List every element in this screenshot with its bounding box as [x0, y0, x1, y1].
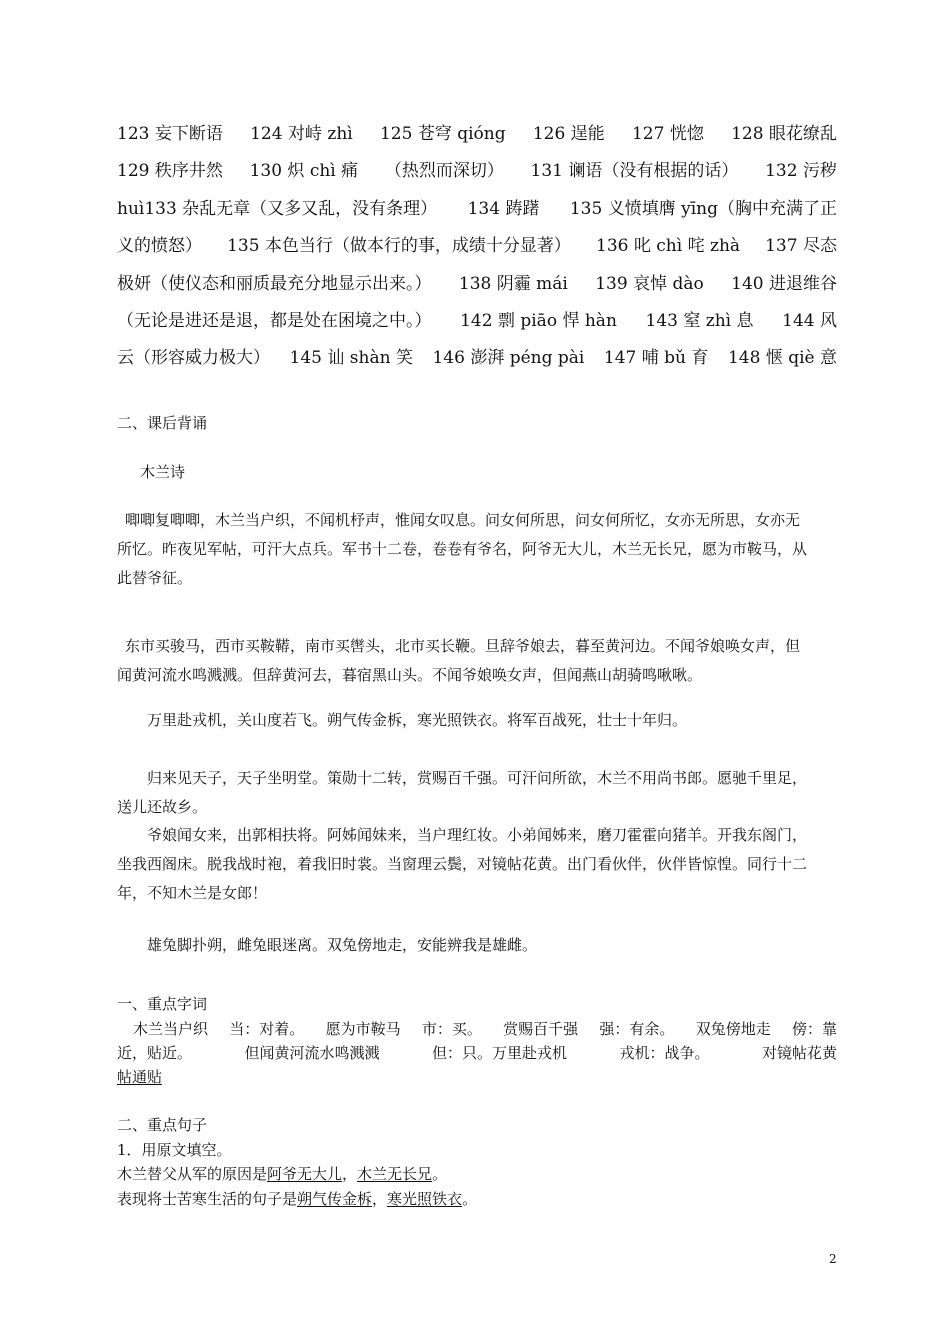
poem-line: [117, 879, 837, 908]
vocab-line: [117, 266, 837, 303]
q1-line1-sep: ，: [342, 1165, 358, 1183]
q1-line2-answer-1: 朔气传金柝: [297, 1190, 373, 1208]
question-1-label: 1．用原文填空。: [117, 1141, 232, 1159]
poem-line: [117, 793, 837, 822]
poem-paragraph: [117, 632, 837, 690]
words-entry: 但闻黄河流水鸣溅溅: [244, 1044, 380, 1062]
poem-paragraph: [117, 706, 837, 735]
question-1-line-1: [117, 1163, 447, 1184]
vocab-line: [117, 116, 837, 153]
poem-line-text: 万里赴戎机，关山度若飞。朔气传金柝，寒光照铁衣。将军百战死，壮士十年归。: [147, 711, 688, 729]
vocab-entry: 143 窒 zhì 息: [645, 310, 754, 331]
vocab-entry: 云（形容威力极大）: [117, 348, 270, 369]
poem-line-text: 归来见天子，天子坐明堂。策勋十二转，赏赐百千强。可汗问所欲，木兰不用尚书郎。愿驰千里足，: [147, 769, 808, 787]
vocab-line: [117, 153, 837, 190]
vocab-entry: 144 风: [782, 310, 837, 331]
q1-line2-answer-2: 寒光照铁衣: [387, 1190, 463, 1208]
section-heading-words: 一、重点字词: [117, 995, 208, 1013]
section-heading-sentences: 二、重点句子: [117, 1116, 208, 1134]
vocab-list: [117, 116, 837, 378]
vocab-entry: 125 苍穹 qióng: [379, 124, 506, 144]
vocab-entry: 135 本色当行（做本行的事，成绩十分显著）: [227, 236, 571, 257]
vocab-line: [117, 303, 837, 340]
vocab-entry: 123 妄下断语: [117, 124, 223, 144]
words-entry: 帖通贴: [117, 1068, 163, 1086]
vocab-entry: 140 进退维谷: [731, 273, 837, 294]
vocab-entry: 148 惬 qiè 意: [727, 348, 837, 369]
q1-line2-sep: ，: [372, 1190, 388, 1208]
vocab-entry: 极妍（使仪态和丽质最充分地显示出来。）: [117, 273, 432, 294]
words-entry: 市：买。: [421, 1020, 482, 1038]
q1-line1-prefix: 木兰替父从军的原因是: [117, 1165, 268, 1183]
vocab-line: [117, 191, 837, 228]
poem-line: [117, 931, 837, 960]
vocab-entry: 126 逞能: [532, 124, 605, 144]
words-entry: 近，贴近。: [117, 1044, 193, 1062]
page-number: 2: [829, 1252, 837, 1266]
poem-paragraph: [117, 931, 837, 960]
words-entry: 戎机：战争。: [619, 1044, 710, 1062]
poem-line: [117, 632, 837, 661]
vocab-entry: 134 踌躇: [467, 198, 540, 219]
vocab-entry: 义的愤怒）: [117, 236, 202, 257]
vocab-entry: 124 对峙 zhì: [250, 124, 353, 144]
vocab-entry: 127 恍惚: [631, 124, 704, 144]
poem-line-text: 东市买骏马，西市买鞍鞯，南市买辔头，北市买长鞭。旦辞爷娘去，暮至黄河边。不闻爷娘唤女声，但: [125, 637, 801, 655]
poem-line: [117, 564, 837, 593]
poem-line: [117, 506, 837, 535]
vocab-line: [117, 228, 837, 265]
words-entry: 傍：靠: [791, 1020, 837, 1038]
words-entry: 双兔傍地走: [695, 1020, 771, 1038]
vocab-entry: 139 哀悼 dào: [595, 273, 704, 294]
poem-line-text: 年，不知木兰是女郎！: [117, 884, 268, 902]
vocab-entry: 145 讪 shàn 笑: [289, 348, 413, 369]
vocab-entry: 128 眼花缭乱: [731, 124, 837, 144]
vocab-entry: 147 哺 bǔ 育: [603, 348, 709, 369]
vocab-entry: 135 义愤填膺 yīng（胸中充满了正: [569, 198, 837, 219]
poem-line: [117, 706, 837, 735]
words-line: [117, 1065, 837, 1089]
poem-line: [117, 821, 837, 850]
words-entry: 但：只。万里赴戎机: [431, 1044, 567, 1062]
vocab-entry: huì133 杂乱无章（又多又乱，没有条理）: [117, 198, 438, 219]
section-heading-recite: 二、课后背诵: [117, 414, 208, 432]
words-entry: 愿为市鞍马: [325, 1020, 401, 1038]
question-1-line-2: [117, 1188, 477, 1209]
poem-line-text: 坐我西阁床。脱我战时袍，着我旧时裳。当窗理云鬓，对镜帖花黄。出门看伙伴，伙伴皆惊惶。同行十二: [117, 855, 808, 873]
poem-line-text: 所忆。昨夜见军帖，可汗大点兵。军书十二卷，卷卷有爷名，阿爷无大儿，木兰无长兄，愿为市鞍马，从: [117, 540, 808, 558]
poem-line: [117, 850, 837, 879]
words-entry: 木兰当户织: [133, 1020, 209, 1038]
poem-line-text: 爷娘闻女来，出郭相扶将。阿姊闻妹来，当户理红妆。小弟闻姊来，磨刀霍霍向猪羊。开我东阁门，: [147, 826, 808, 844]
poem-paragraph: [117, 821, 837, 908]
words-entry: 对镜帖花黄: [761, 1044, 837, 1062]
poem-paragraph: [117, 506, 837, 593]
vocab-entry: 138 阴霾 mái: [458, 273, 568, 294]
vocab-entry: （热烈而深切）: [384, 161, 504, 182]
q1-line2-prefix: 表现将士苦寒生活的句子是: [117, 1190, 298, 1208]
poem-line-text: 此替爷征。: [117, 569, 193, 587]
poem-line-text: 闻黄河流水鸣溅溅。但辞黄河去，暮宿黑山头。不闻爷娘唤女声，但闻燕山胡骑鸣啾啾。: [117, 666, 703, 684]
words-entry: 强：有余。: [599, 1020, 675, 1038]
q1-line2-end: 。: [462, 1190, 478, 1208]
poem-line: [117, 535, 837, 564]
vocab-entry: 137 尽态: [765, 236, 837, 257]
vocab-entry: 142 剽 piāo 悍 hàn: [460, 310, 617, 331]
poem-line-text: 唧唧复唧唧，木兰当户织，不闻机杼声，惟闻女叹息。问女何所思，问女何所忆，女亦无所思，女亦无: [125, 511, 801, 529]
poem-line: [117, 764, 837, 793]
vocab-entry: （无论是进还是退，都是处在困境之中。）: [117, 310, 432, 331]
poem-line-text: 雄兔脚扑朔，雌兔眼迷离。双兔傍地走，安能辨我是雄雌。: [147, 936, 538, 954]
poem-paragraph: [117, 764, 837, 822]
words-entry: 赏赐百千强: [503, 1020, 579, 1038]
vocab-entry: 130 炽 chì 痛: [249, 161, 359, 182]
words-line: [117, 1017, 837, 1041]
q1-line1-answer-1: 阿爷无大儿: [267, 1165, 343, 1183]
q1-line1-answer-2: 木兰无长兄: [357, 1165, 433, 1183]
poem-line: [117, 661, 837, 690]
vocab-entry: 129 秩序井然: [117, 161, 223, 182]
vocab-line: [117, 340, 837, 377]
key-words-notes: [117, 1017, 837, 1089]
vocab-entry: 131 谰语（没有根据的话）: [530, 161, 739, 182]
words-entry: 当：对着。: [229, 1020, 305, 1038]
poem-line-text: 送儿还故乡。: [117, 798, 208, 816]
vocab-entry: 136 叱 chì 咤 zhà: [596, 236, 741, 257]
poem-title: 木兰诗: [140, 463, 186, 481]
vocab-entry: 146 澎湃 péng pài: [432, 348, 585, 369]
q1-line1-end: 。: [432, 1165, 448, 1183]
vocab-entry: 132 污秽: [765, 161, 837, 182]
words-line: [117, 1041, 837, 1065]
